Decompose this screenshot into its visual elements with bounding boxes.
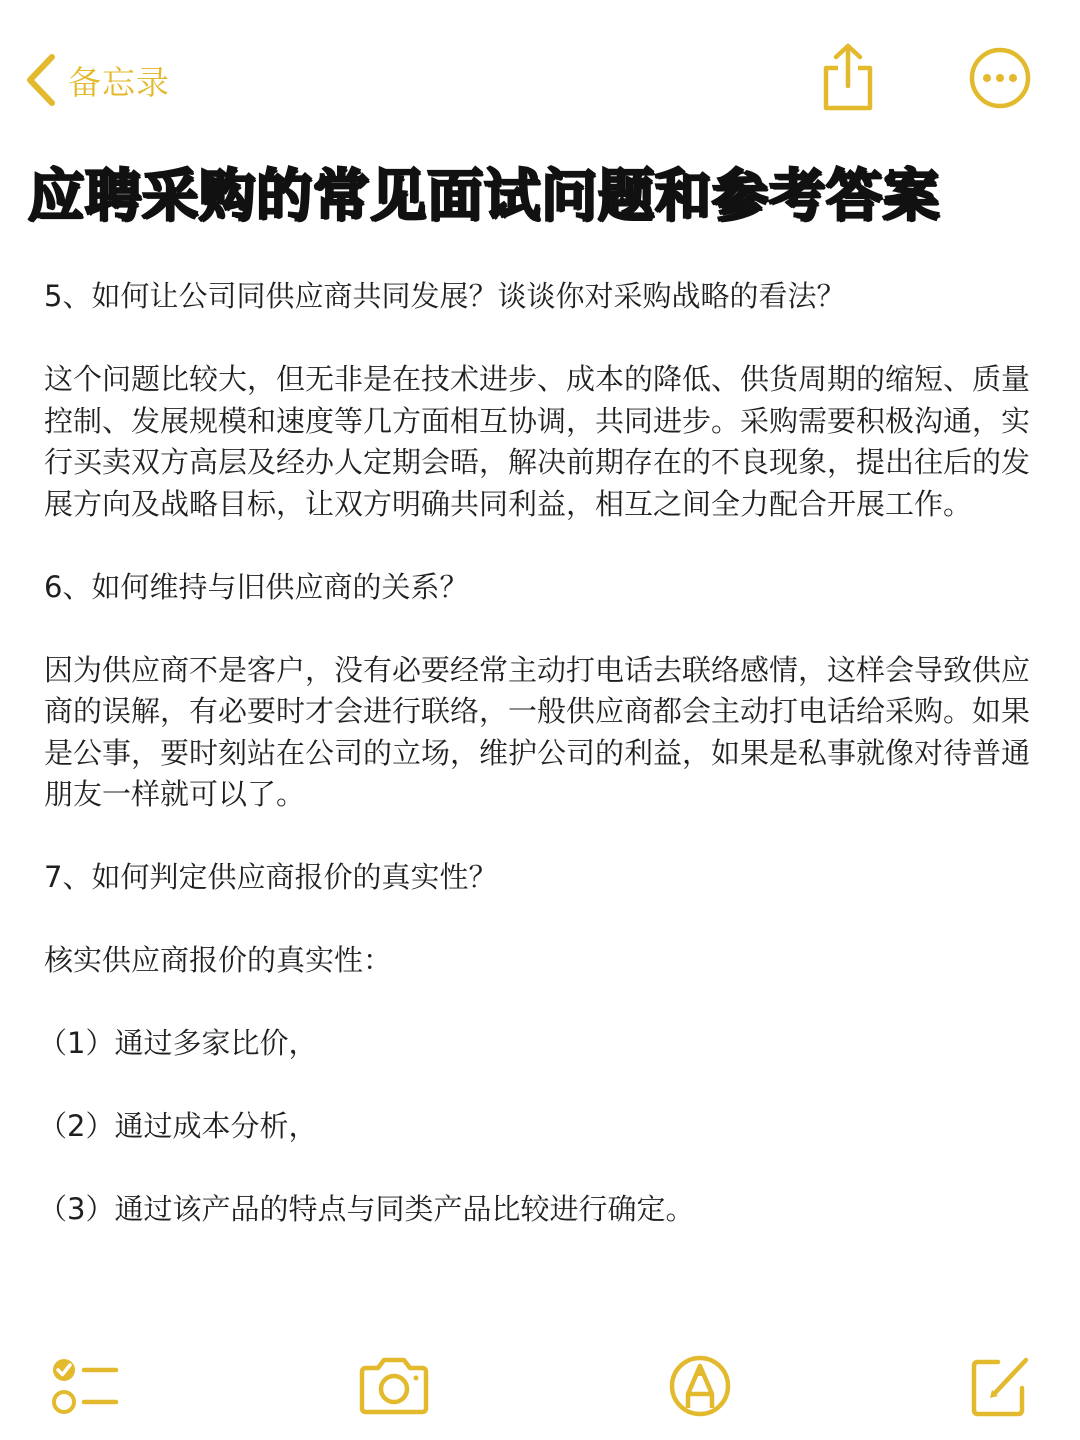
- back-button[interactable]: [24, 50, 170, 110]
- answer-6: 因为供应商不是客户，没有必要经常主动打电话去联络感情，这样会导致供应商的误解，有必要时才会进行联络，一般供应商都会主动打电话给采购。如果是公事，要时刻站在公司的立场，维护公司的利益，如果是私事就像对待普通朋友一样就可以了。: [44, 652, 1031, 811]
- markup-pen-icon: [668, 1352, 732, 1420]
- back-label: 备忘录: [68, 62, 170, 102]
- answer-7-item-1: （1）通过多家比价，: [38, 1026, 318, 1060]
- checklist-icon: [50, 1354, 120, 1418]
- camera-icon: [356, 1354, 432, 1418]
- answer-5: 这个问题比较大，但无非是在技术进步、成本的降低、供货周期的缩短、质量控制、发展规模和速度等几方面相互协调，共同进步。采购需要积极沟通，实行买卖双方高层及经办人定期会晤，解决前期存在的不良现象，提出往后的发展方向及战略目标，让双方明确共同利益，相互之间全力配合开展工作。: [44, 362, 1031, 521]
- checklist-button[interactable]: [50, 1354, 120, 1422]
- question-5: 5、如何让公司同供应商共同发展？谈谈你对采购战略的看法？: [44, 279, 846, 313]
- more-icon: [968, 46, 1032, 110]
- share-icon: [818, 42, 878, 112]
- share-button[interactable]: [818, 42, 878, 116]
- camera-button[interactable]: [356, 1354, 432, 1422]
- markup-button[interactable]: [668, 1352, 732, 1424]
- answer-7-item-3: （3）通过该产品的特点与同类产品比较进行确定。: [38, 1192, 695, 1226]
- compose-icon: [968, 1352, 1034, 1420]
- bottom-toolbar: [0, 1340, 1080, 1440]
- note-body[interactable]: [38, 276, 1034, 1272]
- answer-7-intro: 核实供应商报价的真实性：: [44, 943, 393, 977]
- note-title: 应聘采购的常见面试问题和参考答案: [28, 164, 940, 229]
- question-6: 6、如何维持与旧供应商的关系？: [44, 569, 469, 604]
- compose-button[interactable]: [968, 1352, 1034, 1424]
- answer-7-item-2: （2）通过成本分析，: [38, 1109, 318, 1143]
- more-button[interactable]: [968, 46, 1032, 114]
- top-navigation-bar: [0, 0, 1080, 150]
- chevron-left-icon: [24, 53, 58, 107]
- question-7: 7、如何判定供应商报价的真实性？: [44, 860, 498, 894]
